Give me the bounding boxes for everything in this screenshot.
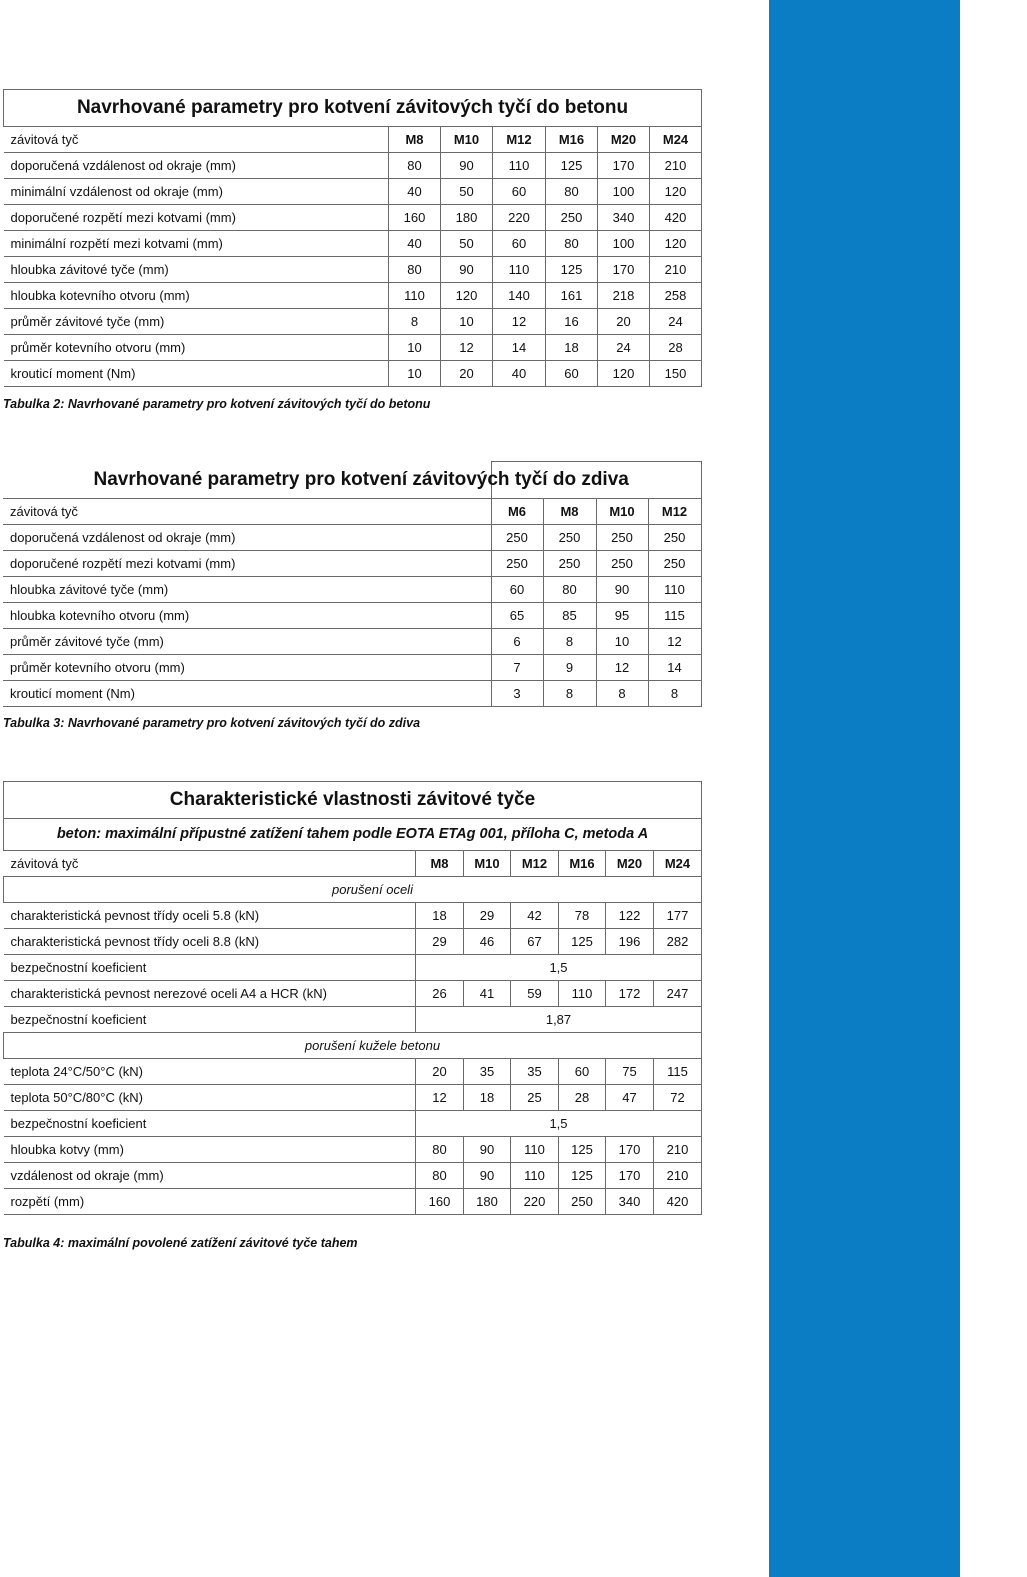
cell-value: 80 <box>546 179 598 205</box>
cell-value: 35 <box>511 1059 559 1085</box>
cell-value: 250 <box>543 525 596 551</box>
cell-value: 40 <box>389 231 441 257</box>
table-subtitle: beton: maximální přípustné zatížení tahem podle EOTA ETAg 001, příloha C, metoda A <box>4 819 702 851</box>
table-row <box>3 603 701 629</box>
cell-value: 210 <box>654 1137 702 1163</box>
row-label: doporučená vzdálenost od okraje (mm) <box>3 525 491 551</box>
cell-value: 26 <box>416 981 464 1007</box>
cell-value: 1,5 <box>416 955 702 981</box>
section-row <box>4 1033 702 1059</box>
cell-value: 8 <box>543 629 596 655</box>
cell-value: 80 <box>416 1163 464 1189</box>
cell-value: 12 <box>441 335 493 361</box>
cell-value: 41 <box>464 981 511 1007</box>
cell-value: 6 <box>491 629 543 655</box>
cell-value: 14 <box>493 335 546 361</box>
cell-value: 24 <box>650 309 702 335</box>
table-caption: Tabulka 2: Navrhované parametry pro kotvení závitových tyčí do betonu <box>3 397 431 411</box>
cell-value: 115 <box>648 603 701 629</box>
cell-value: 50 <box>441 179 493 205</box>
column-header: M6 <box>491 499 543 525</box>
column-header: M10 <box>596 499 648 525</box>
table-rod-characteristics <box>3 781 701 1215</box>
cell-value: 59 <box>511 981 559 1007</box>
cell-value: 210 <box>650 153 702 179</box>
cell-value: 220 <box>511 1189 559 1215</box>
cell-value: 28 <box>559 1085 606 1111</box>
cell-value: 90 <box>441 153 493 179</box>
table-row <box>3 629 701 655</box>
column-header: M16 <box>546 127 598 153</box>
cell-value: 250 <box>596 525 648 551</box>
column-header: M12 <box>648 499 701 525</box>
cell-value: 110 <box>511 1137 559 1163</box>
cell-value: 170 <box>598 153 650 179</box>
cell-value: 12 <box>493 309 546 335</box>
cell-value: 75 <box>606 1059 654 1085</box>
column-header: M20 <box>598 127 650 153</box>
cell-value: 110 <box>648 577 701 603</box>
table-row <box>3 577 701 603</box>
row-label: průměr kotevního otvoru (mm) <box>3 655 491 681</box>
cell-value: 120 <box>441 283 493 309</box>
cell-value: 161 <box>546 283 598 309</box>
cell-value: 60 <box>559 1059 606 1085</box>
cell-value: 125 <box>546 257 598 283</box>
cell-value: 250 <box>559 1189 606 1215</box>
cell-value: 16 <box>546 309 598 335</box>
row-label: charakteristická pevnost třídy oceli 5.8 (kN) <box>4 903 416 929</box>
cell-value: 1,87 <box>416 1007 702 1033</box>
row-label: doporučené rozpětí mezi kotvami (mm) <box>4 205 389 231</box>
cell-value: 24 <box>598 335 650 361</box>
table-title: Charakteristické vlastnosti závitové tyče <box>4 782 702 819</box>
cell-value: 180 <box>441 205 493 231</box>
table-row <box>4 283 702 309</box>
cell-value: 125 <box>546 153 598 179</box>
row-label: charakteristická pevnost třídy oceli 8.8 (kN) <box>4 929 416 955</box>
cell-value: 60 <box>546 361 598 387</box>
cell-value: 420 <box>650 205 702 231</box>
cell-value: 90 <box>464 1163 511 1189</box>
cell-value: 72 <box>654 1085 702 1111</box>
cell-value: 80 <box>389 257 441 283</box>
cell-value: 150 <box>650 361 702 387</box>
cell-value: 250 <box>596 551 648 577</box>
cell-value: 95 <box>596 603 648 629</box>
cell-value: 250 <box>491 525 543 551</box>
column-header: M20 <box>606 851 654 877</box>
table-row <box>4 981 702 1007</box>
row-label: krouticí moment (Nm) <box>3 681 491 707</box>
row-label: teplota 24°C/50°C (kN) <box>4 1059 416 1085</box>
cell-value: 1,5 <box>416 1111 702 1137</box>
section-row <box>4 877 702 903</box>
cell-value: 120 <box>598 361 650 387</box>
cell-value: 8 <box>389 309 441 335</box>
cell-value: 90 <box>464 1137 511 1163</box>
cell-value: 80 <box>389 153 441 179</box>
table-row <box>3 655 701 681</box>
cell-value: 47 <box>606 1085 654 1111</box>
cell-value: 60 <box>491 577 543 603</box>
table-row <box>3 525 701 551</box>
cell-value: 340 <box>606 1189 654 1215</box>
row-label: doporučené rozpětí mezi kotvami (mm) <box>3 551 491 577</box>
cell-value: 196 <box>606 929 654 955</box>
cell-value: 60 <box>493 179 546 205</box>
table-row <box>4 231 702 257</box>
cell-value: 170 <box>606 1163 654 1189</box>
table-row <box>4 955 702 981</box>
row-label: teplota 50°C/80°C (kN) <box>4 1085 416 1111</box>
cell-value: 42 <box>511 903 559 929</box>
cell-value: 8 <box>648 681 701 707</box>
table-row <box>4 903 702 929</box>
cell-value: 12 <box>648 629 701 655</box>
cell-value: 40 <box>493 361 546 387</box>
row-label: hloubka závitové tyče (mm) <box>3 577 491 603</box>
cell-value: 282 <box>654 929 702 955</box>
cell-value: 250 <box>491 551 543 577</box>
table-caption: Tabulka 3: Navrhované parametry pro kotvení závitových tyčí do zdiva <box>3 716 421 730</box>
cell-value: 258 <box>650 283 702 309</box>
table-row <box>4 153 702 179</box>
table-row <box>4 257 702 283</box>
column-header: M10 <box>441 127 493 153</box>
cell-value: 120 <box>650 231 702 257</box>
cell-value: 18 <box>416 903 464 929</box>
column-header: M8 <box>543 499 596 525</box>
cell-value: 340 <box>598 205 650 231</box>
blue-side-band <box>769 0 960 1577</box>
cell-value: 100 <box>598 231 650 257</box>
cell-value: 9 <box>543 655 596 681</box>
table-row <box>4 205 702 231</box>
cell-value: 160 <box>416 1189 464 1215</box>
cell-value: 3 <box>491 681 543 707</box>
section-label: porušení oceli <box>4 877 702 903</box>
cell-value: 25 <box>511 1085 559 1111</box>
row-label: rozpětí (mm) <box>4 1189 416 1215</box>
column-header: M24 <box>654 851 702 877</box>
cell-value: 247 <box>654 981 702 1007</box>
row-label: hloubka kotvy (mm) <box>4 1137 416 1163</box>
cell-value: 12 <box>416 1085 464 1111</box>
cell-value: 85 <box>543 603 596 629</box>
cell-value: 80 <box>416 1137 464 1163</box>
row-label: průměr závitové tyče (mm) <box>3 629 491 655</box>
column-header: M8 <box>389 127 441 153</box>
row-label: vzdálenost od okraje (mm) <box>4 1163 416 1189</box>
cell-value: 420 <box>654 1189 702 1215</box>
cell-value: 18 <box>546 335 598 361</box>
table-row <box>4 1137 702 1163</box>
cell-value: 125 <box>559 1137 606 1163</box>
cell-value: 250 <box>648 551 701 577</box>
table-row <box>4 1163 702 1189</box>
row-label: krouticí moment (Nm) <box>4 361 389 387</box>
cell-value: 14 <box>648 655 701 681</box>
table-row <box>4 1111 702 1137</box>
cell-value: 29 <box>464 903 511 929</box>
column-header: M16 <box>559 851 606 877</box>
cell-value: 125 <box>559 1163 606 1189</box>
cell-value: 78 <box>559 903 606 929</box>
cell-value: 110 <box>559 981 606 1007</box>
column-header: M12 <box>493 127 546 153</box>
row-label: bezpečnostní koeficient <box>4 1007 416 1033</box>
table-row <box>3 681 701 707</box>
cell-value: 160 <box>389 205 441 231</box>
cell-value: 20 <box>441 361 493 387</box>
cell-value: 180 <box>464 1189 511 1215</box>
cell-value: 115 <box>654 1059 702 1085</box>
table-row <box>4 929 702 955</box>
cell-value: 125 <box>559 929 606 955</box>
table-row <box>4 1007 702 1033</box>
cell-value: 220 <box>493 205 546 231</box>
cell-value: 90 <box>596 577 648 603</box>
cell-value: 18 <box>464 1085 511 1111</box>
cell-value: 60 <box>493 231 546 257</box>
cell-value: 28 <box>650 335 702 361</box>
cell-value: 110 <box>493 153 546 179</box>
row-label: minimální rozpětí mezi kotvami (mm) <box>4 231 389 257</box>
cell-value: 210 <box>650 257 702 283</box>
cell-value: 100 <box>598 179 650 205</box>
cell-value: 67 <box>511 929 559 955</box>
cell-value: 40 <box>389 179 441 205</box>
cell-value: 250 <box>543 551 596 577</box>
table-concrete-params <box>3 89 701 387</box>
table-row <box>4 335 702 361</box>
column-header: M8 <box>416 851 464 877</box>
table-row <box>4 361 702 387</box>
table-title: Navrhované parametry pro kotvení závitových tyčí do zdiva <box>93 469 629 490</box>
section-label: porušení kužele betonu <box>4 1033 702 1059</box>
row-label: minimální vzdálenost od okraje (mm) <box>4 179 389 205</box>
cell-value: 110 <box>389 283 441 309</box>
cell-value: 90 <box>441 257 493 283</box>
cell-value: 65 <box>491 603 543 629</box>
cell-value: 20 <box>598 309 650 335</box>
row-label: doporučená vzdálenost od okraje (mm) <box>4 153 389 179</box>
table-row <box>3 551 701 577</box>
cell-value: 80 <box>546 231 598 257</box>
column-header: M12 <box>511 851 559 877</box>
table-row <box>4 1189 702 1215</box>
table-title: Navrhované parametry pro kotvení závitových tyčí do betonu <box>4 90 702 127</box>
cell-value: 80 <box>543 577 596 603</box>
row-label: bezpečnostní koeficient <box>4 1111 416 1137</box>
cell-value: 122 <box>606 903 654 929</box>
cell-value: 140 <box>493 283 546 309</box>
header-label: závitová tyč <box>3 499 491 525</box>
cell-value: 8 <box>543 681 596 707</box>
cell-value: 46 <box>464 929 511 955</box>
cell-value: 20 <box>416 1059 464 1085</box>
table-row <box>4 179 702 205</box>
cell-value: 35 <box>464 1059 511 1085</box>
cell-value: 218 <box>598 283 650 309</box>
row-label: charakteristická pevnost nerezové oceli A4 a HCR (kN) <box>4 981 416 1007</box>
cell-value: 172 <box>606 981 654 1007</box>
table-masonry-params <box>3 461 701 707</box>
cell-value: 110 <box>511 1163 559 1189</box>
row-label: průměr závitové tyče (mm) <box>4 309 389 335</box>
row-label: bezpečnostní koeficient <box>4 955 416 981</box>
cell-value: 10 <box>389 361 441 387</box>
row-label: hloubka závitové tyče (mm) <box>4 257 389 283</box>
header-label: závitová tyč <box>4 127 389 153</box>
column-header: M24 <box>650 127 702 153</box>
cell-value: 250 <box>648 525 701 551</box>
cell-value: 170 <box>606 1137 654 1163</box>
row-label: průměr kotevního otvoru (mm) <box>4 335 389 361</box>
cell-value: 50 <box>441 231 493 257</box>
cell-value: 170 <box>598 257 650 283</box>
cell-value: 7 <box>491 655 543 681</box>
cell-value: 12 <box>596 655 648 681</box>
column-header: M10 <box>464 851 511 877</box>
table-row <box>4 1085 702 1111</box>
cell-value: 110 <box>493 257 546 283</box>
cell-value: 29 <box>416 929 464 955</box>
cell-value: 10 <box>441 309 493 335</box>
header-label: závitová tyč <box>4 851 416 877</box>
cell-value: 177 <box>654 903 702 929</box>
cell-value: 10 <box>389 335 441 361</box>
table-caption: Tabulka 4: maximální povolené zatížení závitové tyče tahem <box>3 1236 358 1250</box>
cell-value: 120 <box>650 179 702 205</box>
row-label: hloubka kotevního otvoru (mm) <box>3 603 491 629</box>
cell-value: 10 <box>596 629 648 655</box>
cell-value: 250 <box>546 205 598 231</box>
table-row <box>4 309 702 335</box>
table-row <box>4 1059 702 1085</box>
row-label: hloubka kotevního otvoru (mm) <box>4 283 389 309</box>
cell-value: 210 <box>654 1163 702 1189</box>
cell-value: 8 <box>596 681 648 707</box>
